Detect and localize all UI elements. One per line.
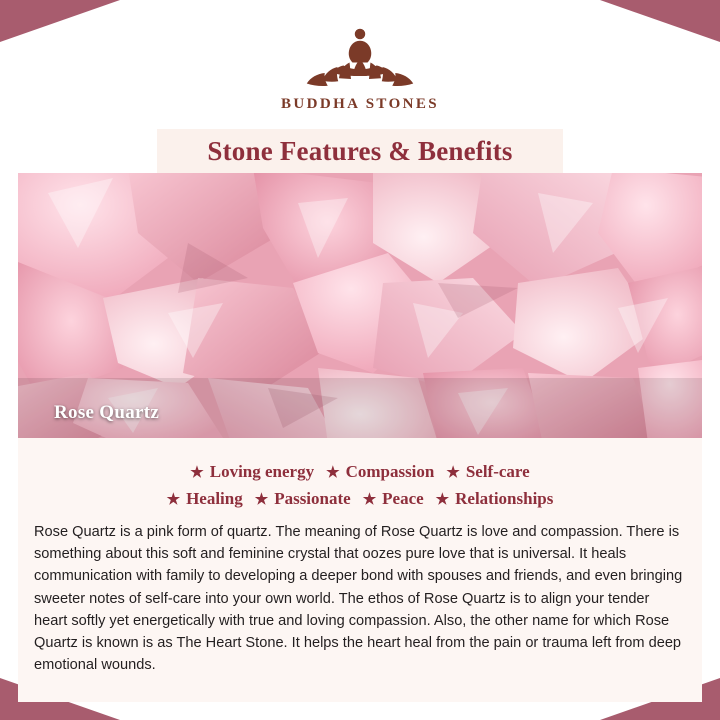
benefits-keyword-list [18, 438, 702, 509]
keyword-label: Compassion [345, 462, 435, 481]
keyword-label: Loving energy [209, 462, 315, 481]
keyword-item [314, 462, 434, 482]
star-icon: ★ [254, 491, 269, 508]
hero-image-container [18, 173, 702, 438]
star-icon: ★ [326, 464, 340, 481]
keyword-item [167, 489, 243, 509]
lotus-meditation-icon [300, 22, 420, 94]
keyword-item [243, 489, 351, 509]
keyword-label: Self-care [465, 462, 530, 481]
rose-quartz-photo [18, 173, 702, 438]
stone-description: Rose Quartz is a pink form of quartz. The meaning of Rose Quartz is love and compassion. There is something about this soft and feminine crystal that oozes pure love that is universal. It heals communication with family to developing a deeper bond with spouses and friends, and even bringing sweeter notes of self-care into your own world. The ethos of Rose Quartz is to align your tender heart softly yet energetically with true and loving compassion. Also, the other name for which Rose Quartz is known is as The Heart Stone. It helps the heart heal from the pain or trauma left from deep emotional wounds. [34, 524, 683, 674]
star-icon: ★ [435, 491, 450, 508]
brand-name: BUDDHA STONES [280, 96, 440, 112]
keyword-label: Passionate [274, 489, 351, 508]
keyword-label: Healing [186, 489, 243, 508]
keyword-label: Relationships [455, 489, 554, 508]
brand-header [0, 22, 720, 113]
hero-caption: Rose Quartz [54, 402, 160, 423]
details-panel [18, 438, 702, 702]
page-title: Stone Features & Benefits [207, 135, 513, 166]
title-banner [157, 129, 563, 173]
star-icon: ★ [166, 491, 181, 508]
keyword-row-2 [18, 489, 702, 509]
star-icon: ★ [446, 464, 460, 481]
star-icon: ★ [362, 491, 377, 508]
keyword-item [351, 489, 424, 509]
keyword-label: Peace [382, 489, 424, 508]
keyword-item [434, 462, 529, 482]
star-icon: ★ [190, 464, 204, 481]
keyword-item [424, 489, 554, 509]
keyword-row-1 [18, 462, 702, 482]
keyword-item [190, 462, 314, 482]
